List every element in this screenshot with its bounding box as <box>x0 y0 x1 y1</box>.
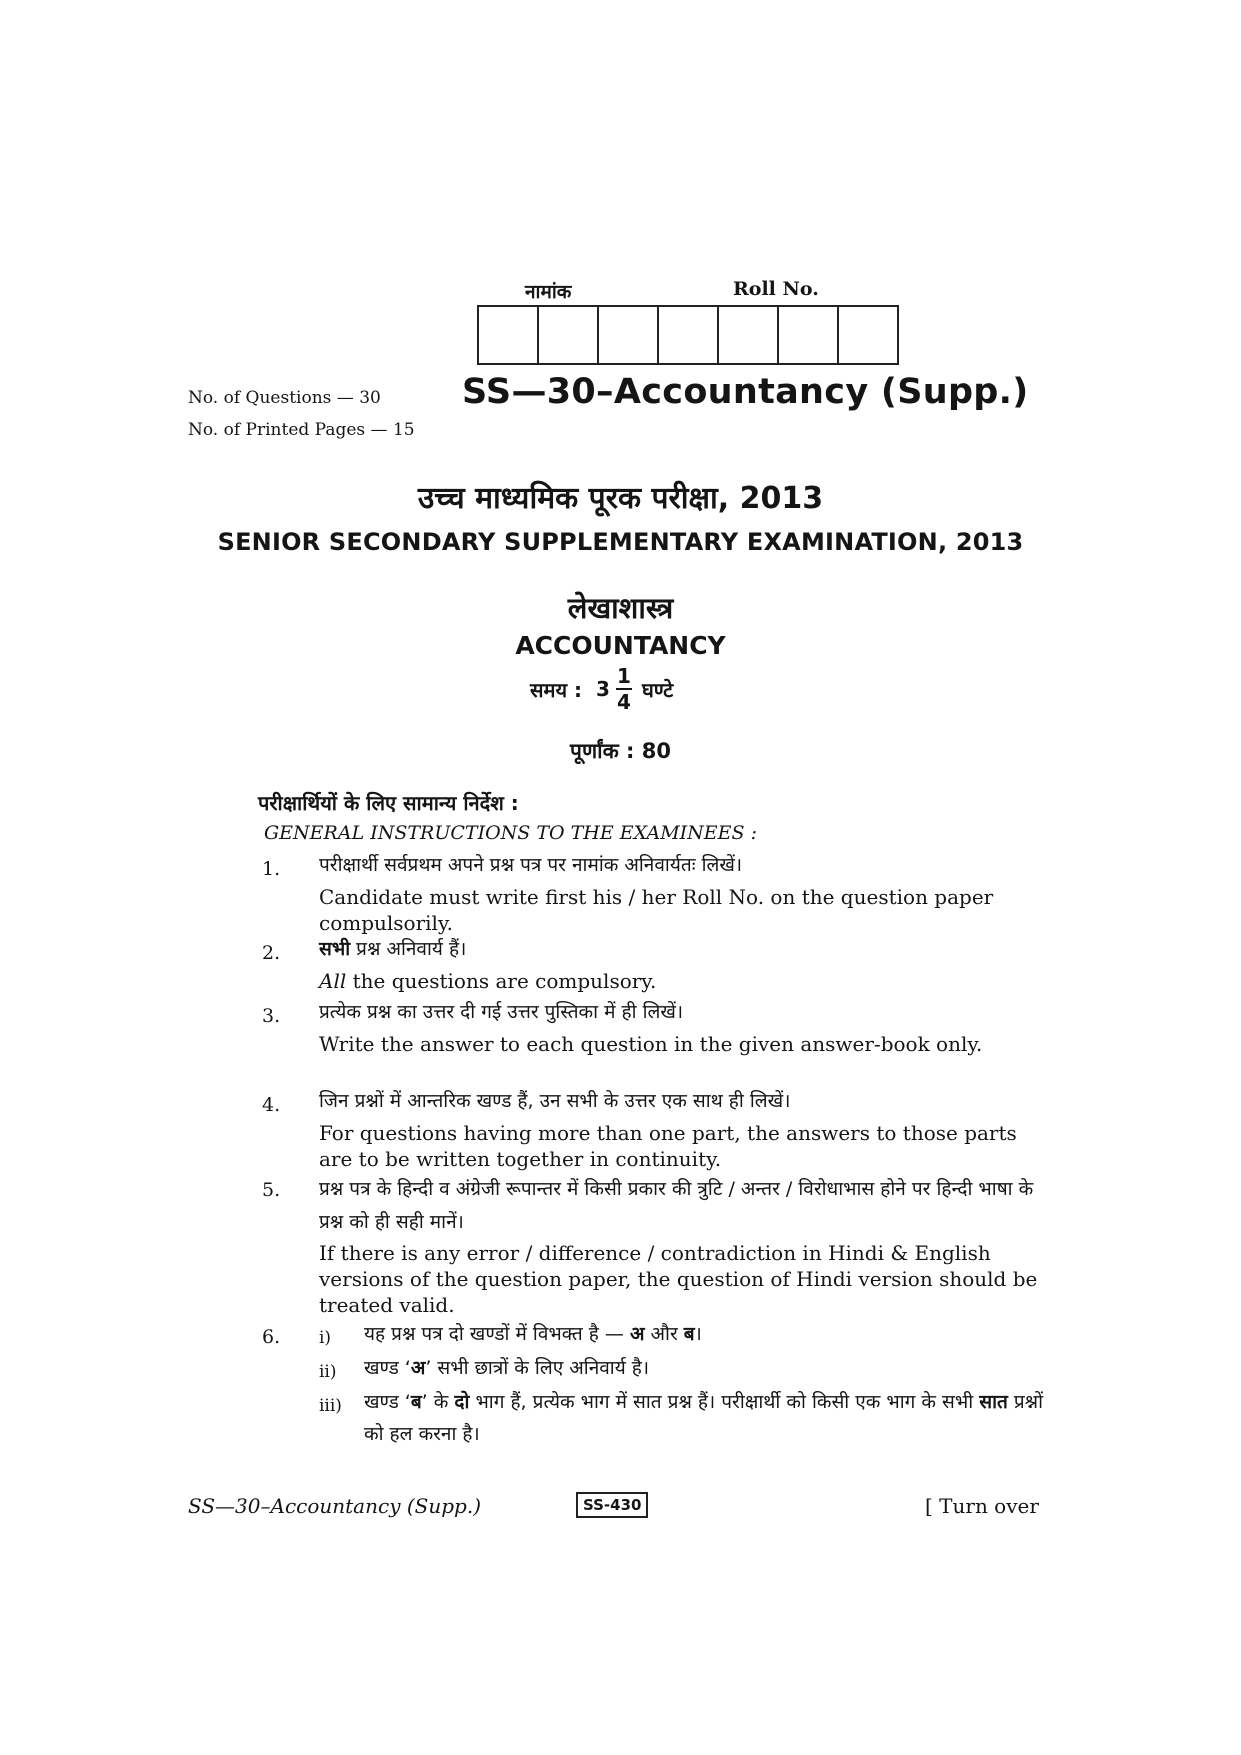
instruction-english: Candidate must write first his / her Roll No. on the question paper compulsorily. <box>319 885 994 935</box>
instruction-hindi-rest: प्रश्न अनिवार्य हैं। <box>350 938 467 960</box>
text: और <box>644 1323 684 1345</box>
instruction-english <box>319 968 1052 994</box>
instructions-heading-hindi: परीक्षार्थियों के लिए सामान्य निर्देश : <box>258 791 519 815</box>
footer-badge: SS-430 <box>576 1492 648 1518</box>
text: खण्ड ‘ <box>364 1357 411 1379</box>
exam-title-english: SENIOR SECONDARY SUPPLEMENTARY EXAMINATION, 2013 <box>217 528 1024 556</box>
roll-cell <box>719 307 779 363</box>
text: भाग हैं, प्रत्येक भाग में सात प्रश्न हैं। परीक्षार्थी को किसी एक भाग के सभी <box>469 1391 980 1413</box>
footer-paper-code: SS—30–Accountancy (Supp.) <box>188 1494 481 1518</box>
subject-hindi: लेखाशास्त्र <box>567 591 674 625</box>
sub-instruction-number: ii) <box>319 1362 337 1382</box>
time-whole: 3 <box>596 677 610 701</box>
instruction-number: 2. <box>262 942 281 964</box>
text: । <box>694 1323 702 1345</box>
emphasis-seven: सात <box>979 1391 1008 1413</box>
paper-code: SS—30–Accountancy (Supp.) <box>462 372 1029 412</box>
time-unit: घण्टे <box>641 677 674 702</box>
max-marks: पूर्णांक : 80 <box>570 739 671 763</box>
sub-instruction-number: iii) <box>319 1396 342 1416</box>
instruction-english: If there is any error / difference / contradiction in Hindi & English versions of the question paper, the question of Hindi version should be treated valid. <box>319 1241 1038 1317</box>
instruction-hindi: प्रश्न पत्र के हिन्दी व अंग्रेजी रूपान्तर में किसी प्रकार की त्रुटि / अन्तर / विरोधाभास होने पर हिन्दी भाषा के प्रश्न को ही सही मानें। <box>319 1178 1034 1233</box>
roll-number-grid <box>477 305 899 365</box>
exam-title-hindi: उच्च माध्यमिक पूरक परीक्षा, 2013 <box>417 481 824 516</box>
time-numerator: 1 <box>617 664 631 688</box>
roll-cell <box>779 307 839 363</box>
text: ’ के <box>421 1391 455 1413</box>
num-pages: No. of Printed Pages — 15 <box>188 420 415 440</box>
section-b: ब <box>683 1323 695 1345</box>
instruction-hindi: परीक्षार्थी सर्वप्रथम अपने प्रश्न पत्र पर नामांक अनिवार्यतः लिखें। <box>319 854 743 876</box>
sub-instruction-number: i) <box>319 1328 332 1348</box>
sub-instruction <box>364 1386 1052 1450</box>
sub-instruction <box>364 1318 1052 1350</box>
instruction-english: For questions having more than one part, the answers to those parts are to be written together in continuity. <box>319 1121 1017 1171</box>
emphasis-all: सभी <box>319 938 351 960</box>
roll-cell <box>539 307 599 363</box>
roll-cell <box>659 307 719 363</box>
time-label: समय : <box>530 677 583 702</box>
section-a: अ <box>629 1323 645 1345</box>
subject-english: ACCOUNTANCY <box>515 631 726 660</box>
section-a: अ <box>410 1357 426 1379</box>
instruction-hindi: प्रत्येक प्रश्न का उत्तर दी गई उत्तर पुस्तिका में ही लिखें। <box>319 1001 684 1023</box>
time-denominator: 4 <box>617 690 631 714</box>
text: ’ सभी छात्रों के लिए अनिवार्य है। <box>425 1357 650 1379</box>
emphasis-all-en: All <box>319 969 347 993</box>
roll-cell <box>599 307 659 363</box>
text: यह प्रश्न पत्र दो खण्डों में विभक्त है — <box>364 1323 630 1345</box>
sub-instruction <box>364 1352 1052 1384</box>
num-questions: No. of Questions — 30 <box>188 388 381 408</box>
instruction-number: 4. <box>262 1094 281 1116</box>
instruction-number: 6. <box>262 1326 281 1348</box>
instruction-hindi: जिन प्रश्नों में आन्तरिक खण्ड हैं, उन सभी के उत्तर एक साथ ही लिखें। <box>319 1090 791 1112</box>
instruction-number: 3. <box>262 1005 281 1027</box>
instruction-number: 5. <box>262 1179 281 1201</box>
roll-cell <box>479 307 539 363</box>
roll-cell <box>839 307 897 363</box>
emphasis-two: दो <box>454 1391 470 1413</box>
turn-over: [ Turn over <box>925 1494 1039 1518</box>
roll-label-hindi: नामांक <box>525 281 572 303</box>
instruction-hindi <box>319 936 1052 962</box>
instruction-english-rest: the questions are compulsory. <box>346 969 657 993</box>
instructions-heading-english: GENERAL INSTRUCTIONS TO THE EXAMINEES : <box>264 822 757 844</box>
roll-label-english: Roll No. <box>733 278 819 300</box>
instruction-number: 1. <box>262 858 281 880</box>
time-fraction <box>616 665 632 713</box>
time-allowed <box>530 665 673 713</box>
instruction-english: Write the answer to each question in the given answer-book only. <box>319 1032 983 1056</box>
section-b: ब <box>410 1391 422 1413</box>
text: प्रश्नों को हल करना है। <box>364 1391 1044 1445</box>
text: खण्ड ‘ <box>364 1391 411 1413</box>
